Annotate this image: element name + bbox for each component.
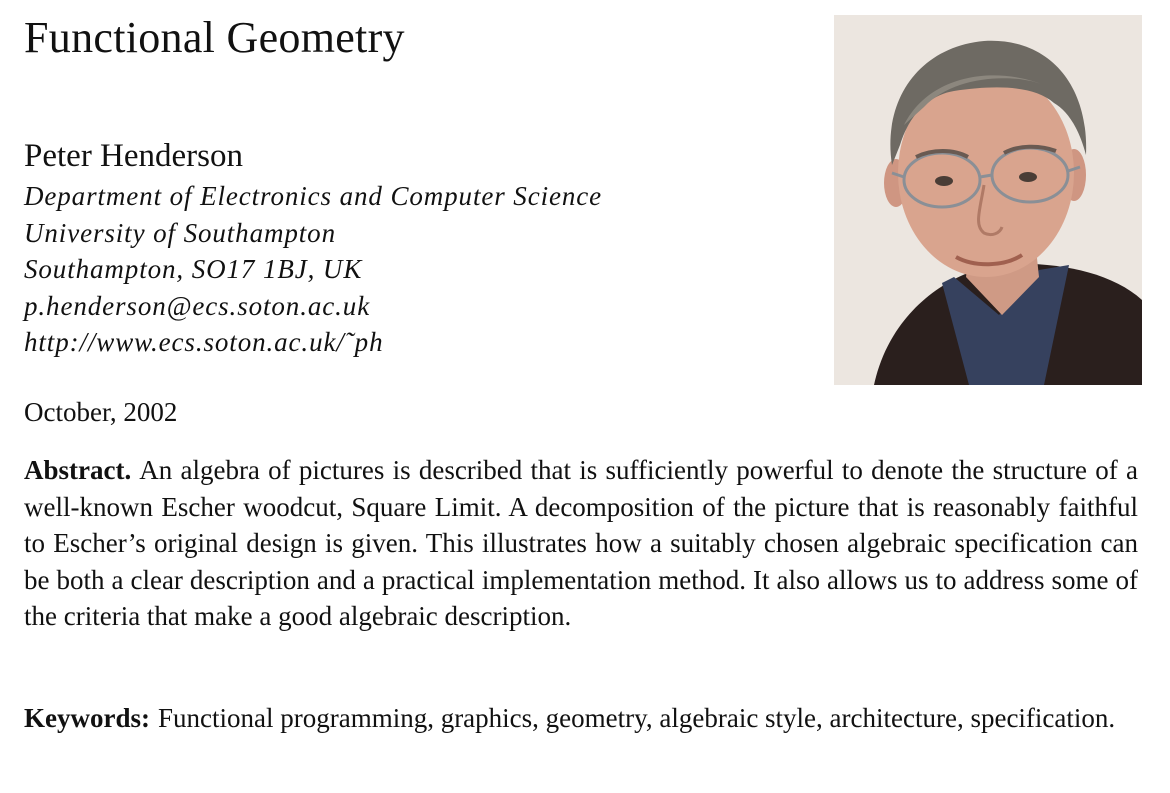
publication-date: October, 2002 xyxy=(24,397,178,427)
author-department: Department of Electronics and Computer Science xyxy=(24,181,603,211)
keywords-text: Functional programming, graphics, geometry, algebraic style, architecture, specification. xyxy=(157,703,1116,733)
abstract-label: Abstract. xyxy=(24,455,132,485)
author-address: Southampton, SO17 1BJ, UK xyxy=(24,254,363,285)
author-university: University of Southampton xyxy=(24,217,336,248)
author-portrait-illustration xyxy=(834,15,1142,385)
author-photo xyxy=(834,15,1142,385)
keywords-paragraph xyxy=(24,700,1138,737)
abstract-paragraph xyxy=(24,452,1138,635)
keywords-label: Keywords: xyxy=(24,703,150,733)
author-block xyxy=(24,136,804,361)
author-email: p.henderson@ecs.soton.ac.uk xyxy=(24,290,371,321)
paper-title: Functional Geometry xyxy=(24,13,405,62)
author-url: http://www.ecs.soton.ac.uk/˜ph xyxy=(24,327,384,358)
abstract-text: An algebra of pictures is described that is sufficiently powerful to denote the structure of a well-known Escher woodcut, Square Limit. A decomposition of the picture that is reasonably faithful to Escher’s original design is given. This illustrates how a suitably chosen algebraic specification can be both a clear description and a practical implementation method. It also allows us to address some of the criteria that make a good algebraic description. xyxy=(24,455,1138,632)
author-name: Peter Henderson xyxy=(24,138,244,174)
